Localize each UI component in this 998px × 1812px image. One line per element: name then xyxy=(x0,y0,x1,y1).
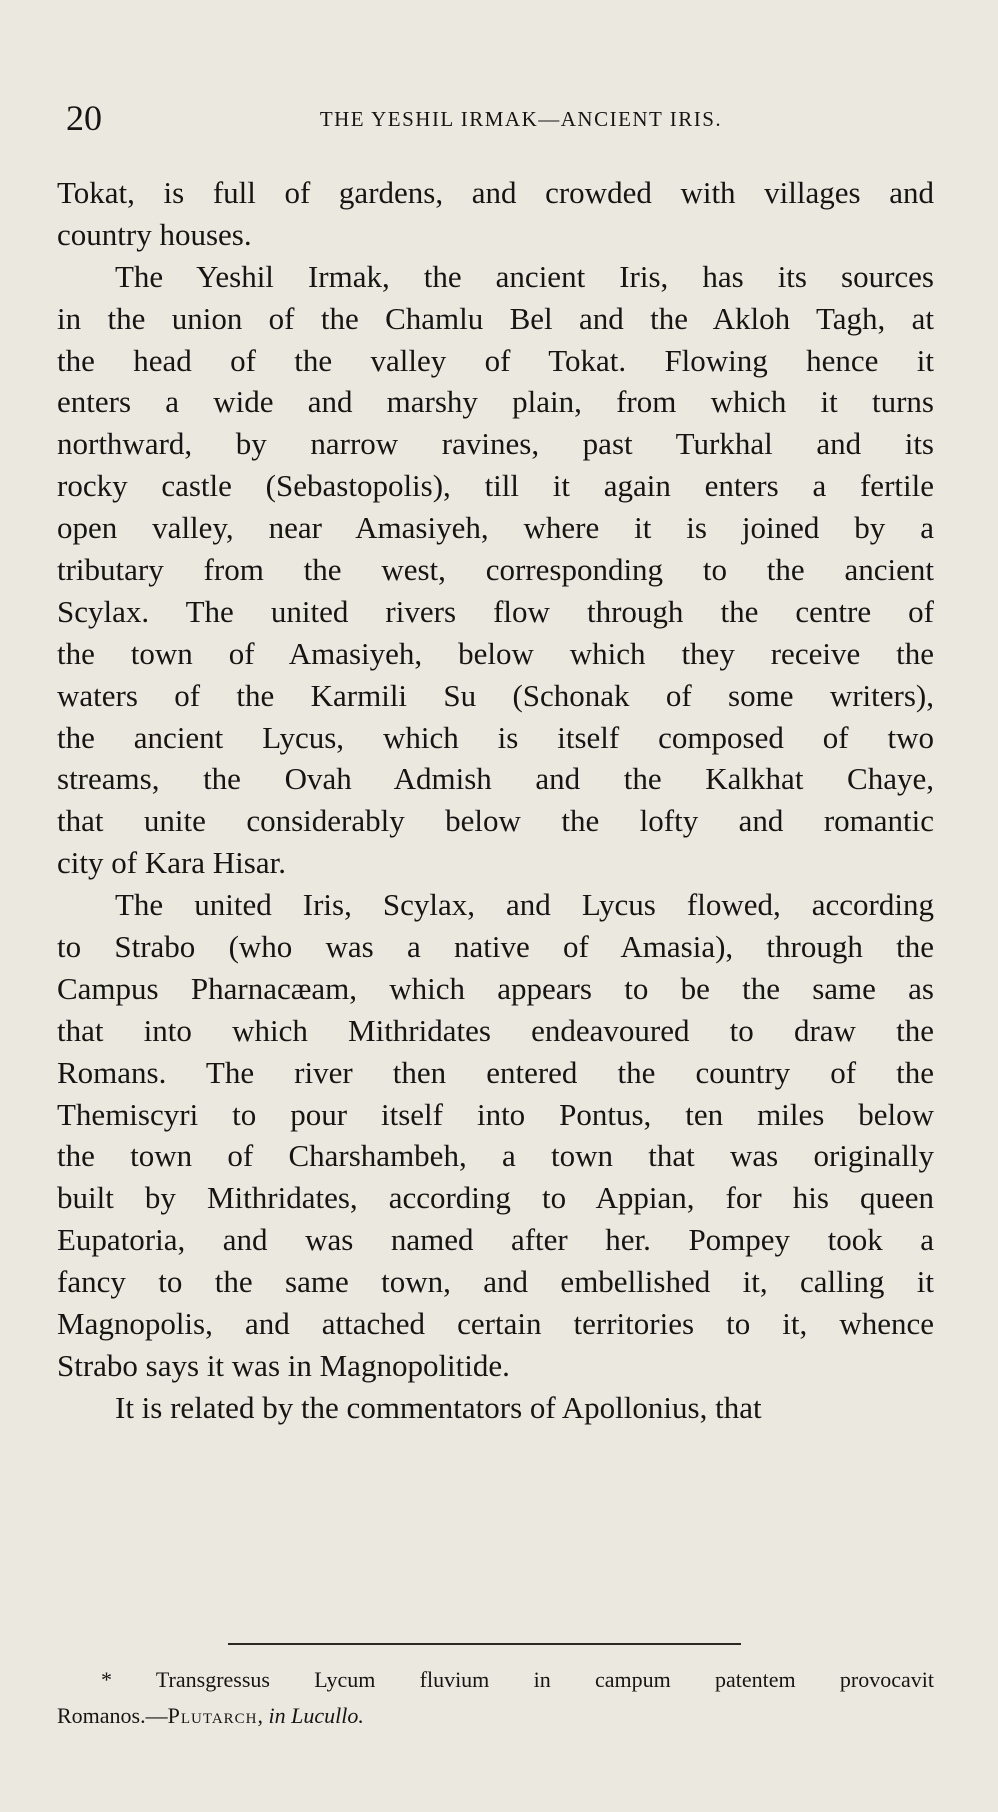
text-line: Strabo says it was in Magnopolitide. xyxy=(57,1347,510,1383)
text-line: the head of the valley of Tokat. Flowing hence it xyxy=(57,342,934,378)
text-line: city of Kara Hisar. xyxy=(57,845,286,881)
text-line: open valley, near Amasiyeh, where it is joined by a xyxy=(57,510,934,546)
text-line: Eupatoria, and was named after her. Pompey took a xyxy=(57,1222,934,1258)
text-line: enters a wide and marshy plain, from which it turns xyxy=(57,384,934,420)
text-line: country houses. xyxy=(57,216,252,252)
text-line: tributary from the west, corresponding to the ancient xyxy=(57,552,934,588)
footnote-prefix: Romanos.— xyxy=(57,1703,168,1728)
text-line: Magnopolis, and attached certain territories to it, whence xyxy=(57,1306,934,1342)
text-line: fancy to the same town, and embellished it, calling it xyxy=(57,1264,934,1300)
footnote xyxy=(57,1662,934,1734)
text-line: Romans. The river then entered the country of the xyxy=(57,1054,934,1090)
footnote-author: Plutarch xyxy=(167,1703,258,1728)
text-line: Campus Pharnacæam, which appears to be the same as xyxy=(57,970,934,1006)
text-line: in the union of the Chamlu Bel and the Akloh Tagh, at xyxy=(57,300,934,336)
text-line: The united Iris, Scylax, and Lycus flowed, according xyxy=(115,887,934,923)
text-line: rocky castle (Sebastopolis), till it again enters a fertile xyxy=(57,468,934,504)
footnote-line: * Transgressus Lycum fluvium in campum patentem provocavit xyxy=(101,1667,934,1692)
footnote-divider xyxy=(228,1643,741,1645)
text-line: that unite considerably below the lofty and romantic xyxy=(57,803,934,839)
text-line: Themiscyri to pour itself into Pontus, ten miles below xyxy=(57,1096,934,1132)
running-head: THE YESHIL IRMAK—ANCIENT IRIS. xyxy=(319,107,723,131)
text-line: It is related by the commentators of Apollonius, that xyxy=(115,1389,762,1425)
text-line: northward, by narrow ravines, past Turkhal and its xyxy=(57,426,934,462)
text-line: The Yeshil Irmak, the ancient Iris, has its sources xyxy=(115,258,934,294)
footnote-separator: , xyxy=(257,1703,269,1728)
text-line: Scylax. The united rivers flow through the centre of xyxy=(57,593,934,629)
text-line: streams, the Ovah Admish and the Kalkhat Chaye, xyxy=(57,761,934,797)
footnote-work: in Lucullo. xyxy=(268,1703,364,1728)
page-header xyxy=(66,96,936,140)
text-line: built by Mithridates, according to Appian, for his queen xyxy=(57,1180,934,1216)
body-text xyxy=(57,172,934,1429)
text-line: waters of the Karmili Su (Schonak of some writers), xyxy=(57,677,934,713)
page-number: 20 xyxy=(66,98,102,138)
text-line: the town of Amasiyeh, below which they receive the xyxy=(57,635,934,671)
text-line: Tokat, is full of gardens, and crowded with villages and xyxy=(57,175,934,210)
text-line: the town of Charshambeh, a town that was originally xyxy=(57,1138,934,1174)
text-line: the ancient Lycus, which is itself composed of two xyxy=(57,719,934,755)
text-line: to Strabo (who was a native of Amasia), through the xyxy=(57,929,934,965)
footnote-line xyxy=(57,1698,934,1734)
text-line: that into which Mithridates endeavoured to draw the xyxy=(57,1012,934,1048)
